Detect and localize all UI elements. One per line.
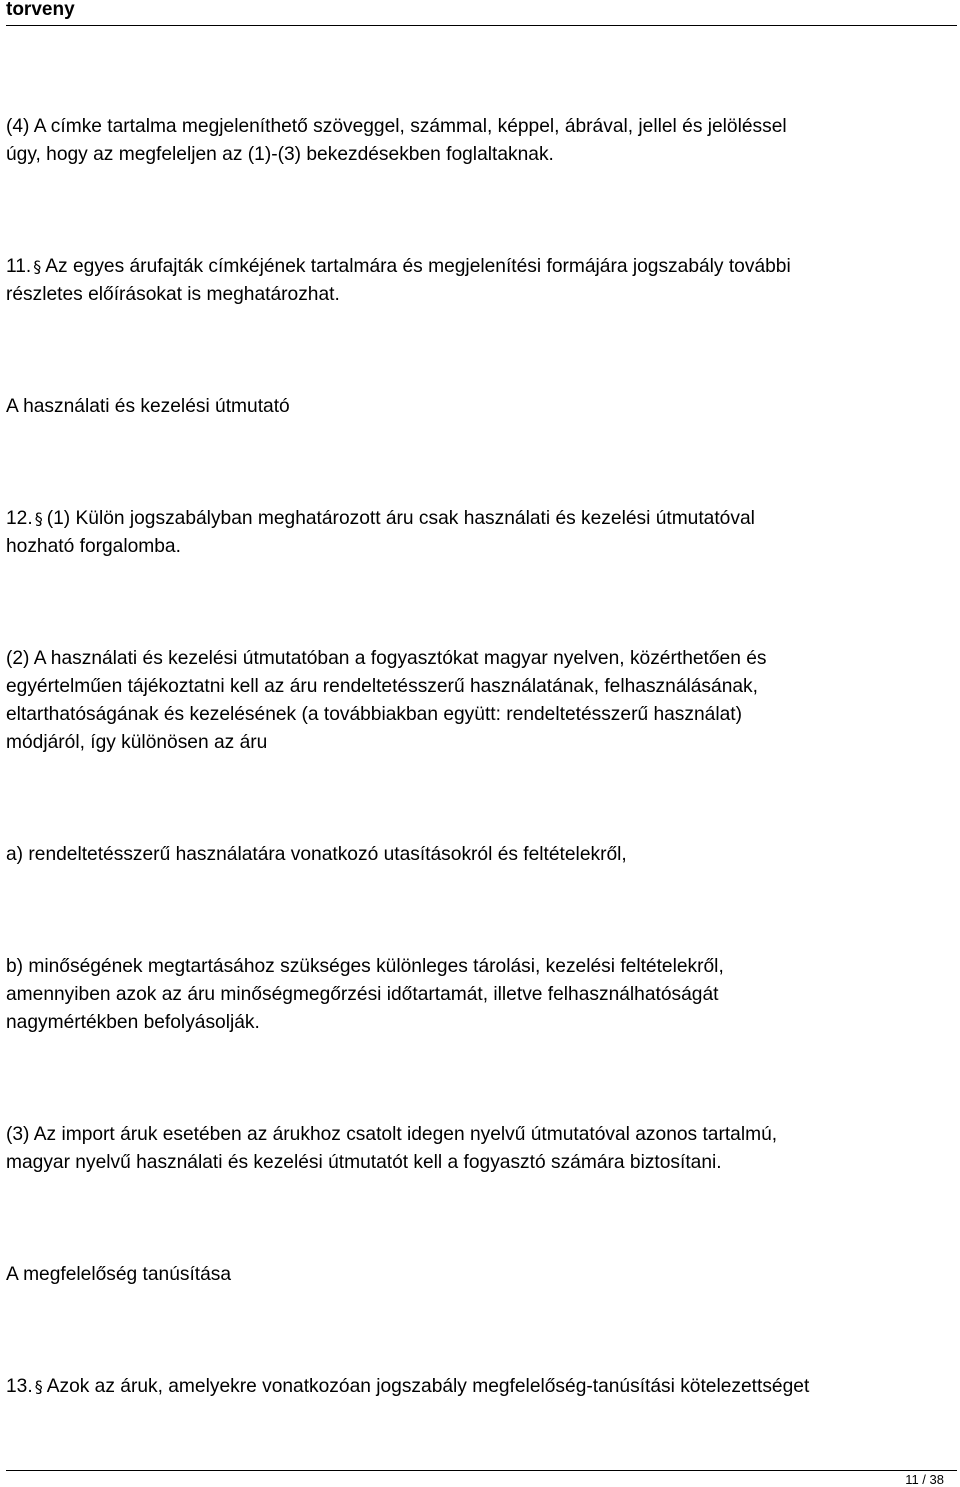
section-sign-icon: § — [34, 509, 43, 528]
text-line: módjáról, így különösen az áru — [6, 732, 268, 753]
text-line: (4) A címke tartalma megjeleníthető szöveggel, számmal, képpel, ábrával, jellel és jelöléssel — [6, 116, 787, 137]
text-line: magyar nyelvű használati és kezelési útmutatót kell a fogyasztó számára biztosítani. — [6, 1152, 722, 1173]
text-line: amennyiben azok az áru minőségmegőrzési időtartamát, illetve felhasználhatóságát — [6, 984, 719, 1005]
section-13 — [6, 1373, 956, 1401]
footer-divider — [6, 1470, 957, 1471]
section-sign-icon: § — [34, 1377, 43, 1396]
list-item-b — [6, 953, 956, 1037]
section-number: 12. — [6, 508, 33, 529]
text-line: hozható forgalomba. — [6, 536, 181, 557]
text-line: (1) Külön jogszabályban meghatározott áru csak használati és kezelési útmutatóval — [46, 508, 755, 529]
text-line: a) rendeltetésszerű használatára vonatkozó utasításokról és feltételekről, — [6, 844, 627, 865]
section-number: 13. — [6, 1376, 33, 1397]
paragraph-12-2 — [6, 645, 956, 757]
section-heading-usage-guide: A használati és kezelési útmutató — [6, 396, 290, 417]
text-line: egyértelműen tájékoztatni kell az áru rendeltetésszerű használatának, felhasználásának, — [6, 676, 758, 697]
text-line: Az egyes árufajták címkéjének tartalmára és megjelenítési formájára jogszabály további — [45, 256, 791, 277]
section-12 — [6, 505, 956, 561]
text-line: (3) Az import áruk esetében az árukhoz csatolt idegen nyelvű útmutatóval azonos tartalmú, — [6, 1124, 778, 1145]
page-number: 11 / 38 — [905, 1472, 944, 1487]
section-heading-conformity: A megfelelőség tanúsítása — [6, 1264, 232, 1285]
paragraph-4-label — [6, 113, 956, 169]
document-title: torveny — [6, 0, 75, 20]
text-line: b) minőségének megtartásához szükséges különleges tárolási, kezelési feltételekről, — [6, 956, 724, 977]
section-number: 11. — [6, 256, 32, 277]
text-line: (2) A használati és kezelési útmutatóban a fogyasztókat magyar nyelven, közérthetően és — [6, 648, 767, 669]
section-11 — [6, 253, 956, 309]
header-divider — [6, 25, 957, 26]
section-sign-icon: § — [33, 257, 42, 276]
text-line: Azok az áruk, amelyekre vonatkozóan jogszabály megfelelőség-tanúsítási kötelezettséget — [46, 1376, 810, 1397]
text-line: úgy, hogy az megfeleljen az (1)-(3) bekezdésekben foglaltaknak. — [6, 144, 554, 165]
text-line: részletes előírásokat is meghatározhat. — [6, 284, 340, 305]
paragraph-12-3 — [6, 1121, 956, 1177]
list-item-a — [6, 841, 956, 869]
text-line: nagymértékben befolyásolják. — [6, 1012, 260, 1033]
text-line: eltarthatóságának és kezelésének (a továbbiakban együtt: rendeltetésszerű használat) — [6, 704, 742, 725]
